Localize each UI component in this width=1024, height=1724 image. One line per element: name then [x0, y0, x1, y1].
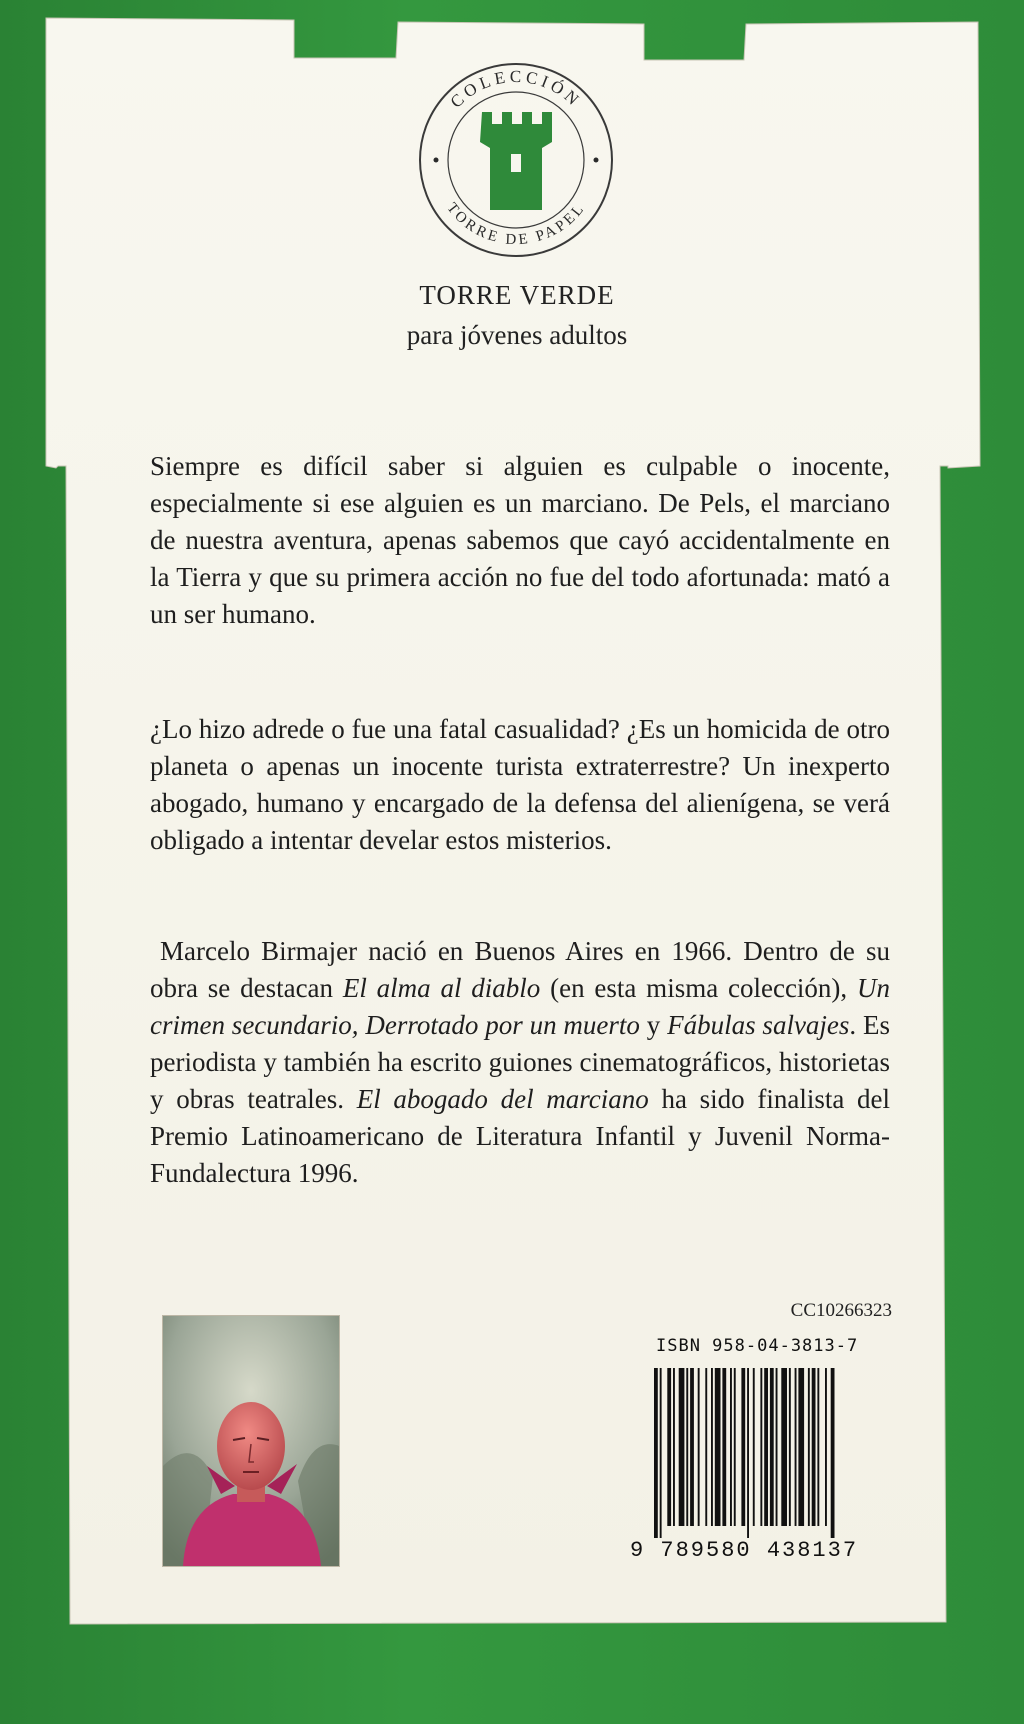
catalog-code: CC10266323 — [790, 1300, 892, 1321]
bio-text: y — [639, 1010, 668, 1040]
barcode-bar — [698, 1368, 700, 1526]
bio-text: , — [351, 1010, 366, 1040]
barcode-bar — [831, 1368, 835, 1538]
author-bio — [150, 933, 890, 1192]
barcode-bar — [734, 1368, 736, 1526]
barcode-bar — [770, 1368, 774, 1526]
barcode-bar — [673, 1368, 675, 1526]
logo-ring-top-text: COLECCIÓN — [446, 66, 586, 112]
barcode-bar — [722, 1368, 726, 1526]
bio-text: Marcelo Birmajer nació en Buenos Aires en 1966. Dentro de su obra se destacan — [150, 936, 890, 1003]
series-logo — [416, 60, 616, 260]
barcode-bar — [660, 1368, 662, 1538]
book-title: El abogado del marciano — [356, 1084, 649, 1114]
barcode-bar — [730, 1368, 732, 1526]
book-title: Un crimen secundario — [150, 973, 890, 1040]
barcode-bar — [760, 1368, 762, 1526]
barcode-bar — [764, 1368, 768, 1526]
barcode-bar — [798, 1368, 804, 1526]
barcode-bar — [705, 1368, 707, 1526]
tower-icon — [480, 112, 552, 210]
synopsis-paragraph-2: ¿Lo hizo adrede o fue una fatal casualidad? ¿Es un homicida de otro planeta o apenas un inocente turista extraterrestre? Un inexperto abogado, humano y encargado de la defensa del alienígena, se verá obligado a intentar develar estos misterios. — [150, 714, 890, 855]
bio-text: ha sido finalista del Premio Latinoamericano de Literatura Infantil y Juvenil Norma-Fundalectura 1996. — [150, 1084, 891, 1188]
barcode-bar — [654, 1368, 658, 1538]
barcode-bar — [690, 1368, 694, 1526]
series-title: TORRE VERDE — [419, 280, 615, 310]
martian-portrait-icon — [162, 1315, 340, 1567]
barcode-bar — [715, 1368, 721, 1526]
barcode-digits: 9 789580 438137 — [630, 1538, 859, 1563]
barcode — [650, 1368, 882, 1538]
barcode-bar — [812, 1368, 816, 1526]
bio-text: . Es periodista y también ha escrito guiones cinematográficos, historietas y obras teatrales. — [150, 1010, 891, 1114]
barcode-bar — [686, 1368, 688, 1526]
barcode-bar — [789, 1368, 791, 1526]
barcode-bar — [667, 1368, 671, 1526]
barcode-bar — [776, 1368, 778, 1526]
synopsis-paragraph-1: Siempre es difícil saber si alguien es culpable o inocente, especialmente si ese alguien es un marciano. De Pels, el marciano de nuestra aventura, apenas sabemos que cayó accidentalmente en la Tierra y que su primera acción no fue del todo afortunada: mató a un ser humano. — [150, 451, 890, 629]
barcode-bar — [795, 1368, 797, 1526]
barcode-bar — [679, 1368, 685, 1526]
book-title: El alma al diablo — [342, 973, 541, 1003]
book-title: Derrotado por un muerto — [365, 1010, 640, 1040]
barcode-bar — [825, 1368, 827, 1526]
barcode-bar — [747, 1368, 749, 1538]
book-title: Fábulas salvajes — [667, 1010, 850, 1040]
barcode-bar — [817, 1368, 819, 1526]
bio-text: (en esta misma colección), — [540, 973, 857, 1003]
barcode-bar — [781, 1368, 787, 1526]
barcode-bar — [753, 1368, 755, 1526]
barcode-bar — [808, 1368, 810, 1526]
logo-ring-bottom-text: TORRE DE PAPEL — [443, 200, 589, 249]
series-subtitle: para jóvenes adultos — [406, 320, 628, 350]
barcode-bar — [711, 1368, 713, 1526]
isbn-number: ISBN 958-04-3813-7 — [656, 1336, 859, 1356]
barcode-bar — [741, 1368, 745, 1526]
